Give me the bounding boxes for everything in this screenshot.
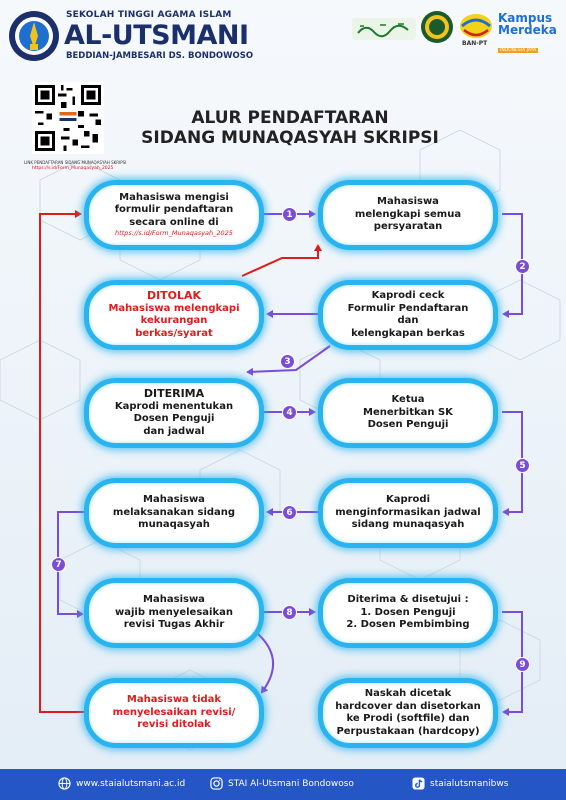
node-text: revisi ditolak [137,719,211,731]
node-text: Menerbitkan SK [363,406,453,418]
step-node-accepted [84,378,264,448]
step-badge-5: 5 [515,458,530,473]
footer-instagram[interactable] [210,777,354,790]
step-badge-4: 4 [282,405,297,420]
node-text: dan jadwal [143,425,205,437]
step-node-revision-failed [84,678,264,748]
node-text: Mahasiswa [143,594,205,606]
step-badge-1: 1 [282,207,297,222]
node-text: Kaprodi [385,494,431,506]
step-node-inform-schedule [318,478,498,548]
instagram-label: STAI Al-Utsmani Bondowoso [228,778,354,789]
node-text: menyelesaikan revisi/ [112,706,236,718]
tiktok-icon [412,777,425,790]
website-label: www.staialutsmani.ac.id [76,778,186,789]
node-text: munaqasyah [138,519,210,531]
step-node-issue-decree [318,378,498,448]
step-badge-6: 6 [282,505,297,520]
node-text: 1. Dosen Penguji [360,606,456,618]
step-node-print-submit [318,678,498,748]
kampus-label: Kampus [498,11,553,25]
step-node-rejected [84,280,264,350]
step-node-hold-session [84,478,264,548]
tiktok-label: staialutsmanibws [430,778,509,789]
step-badge-2: 2 [515,259,530,274]
form-link[interactable]: https://s.id/Form_Munaqasyah_2025 [115,229,233,238]
node-text: Diterima & disetujui : [347,594,469,606]
merdeka-label: Merdeka [498,23,557,37]
school-type: SEKOLAH TINGGI AGAMA ISLAM [66,10,232,20]
school-name: AL-UTSMANI [64,20,249,51]
node-text: menginformasikan jadwal [335,506,481,518]
node-text: Mahasiswa [143,494,205,506]
node-text: Mahasiswa [377,196,439,208]
step-badge-7: 7 [51,557,66,572]
node-text: secara online di [129,216,219,228]
node-text: kekurangan [140,315,208,326]
node-text: formulir pendaftaran [114,204,234,216]
node-text: hardcover dan disetorkan [335,700,481,712]
ban-pt-label: BAN-PT [462,40,488,47]
qr-caption: LINK PENDAFTARAN SIDANG MUNAQASYAH SKRIPSI [24,160,127,165]
indonesia-jaya-label: INDONESIA JAYA [500,48,537,53]
node-text: Naskah dicetak [364,688,452,699]
step-badge-9: 9 [515,657,530,672]
arrow-resubmit [242,246,318,276]
node-text: revisi Tugas Akhir [123,619,225,631]
title-line-2: SIDANG MUNAQASYAH SKRIPSI [141,128,439,148]
step-badge-3: 3 [280,354,295,369]
rejected-title: DITOLAK [146,289,202,302]
school-address: BEDDIAN-JAMBESARI DS. BONDOWOSO [66,51,254,61]
node-text: Mahasiswa tidak [126,694,222,706]
node-text: kelengkapan berkas [351,327,465,339]
node-text: Dosen Penguji [367,419,449,431]
qr-link[interactable]: https://s.id/Form_Munaqasyah_2025 [32,166,114,171]
node-text: ke Prodi (softfile) dan [346,713,470,724]
node-text: wajib menyelesaikan [115,606,233,618]
step-node-fill-form [84,180,264,250]
arrow-revision-fail [258,634,273,692]
title-line-1: ALUR PENDAFTARAN [191,108,389,128]
node-text: Perpustakaan (hardcopy) [336,725,480,737]
node-text: Kaprodi menentukan [114,400,234,412]
footer-website[interactable] [58,777,185,790]
node-text: melengkapi semua [354,208,462,220]
node-text: 2. Dosen Pembimbing [346,619,470,631]
arrow-restart [40,214,86,712]
footer-tiktok[interactable] [412,777,508,790]
step-badge-8: 8 [282,605,297,620]
node-text: Mahasiswa melengkapi [108,302,240,314]
node-text: dan [397,315,419,326]
step-node-complete-revision [84,578,264,648]
node-text: Ketua [391,394,425,406]
step-node-complete-requirements [318,180,498,250]
footer [0,769,566,800]
node-text: Formulir Pendaftaran [347,302,469,314]
node-text: Dosen Penguji [133,413,215,424]
node-text: Kaprodi ceck [371,290,445,301]
node-text: persyaratan [373,221,443,233]
globe-icon [58,777,71,790]
node-text: melaksanakan sidang [112,506,236,518]
node-text: Mahasiswa mengisi [119,191,229,203]
instagram-icon [210,777,223,790]
step-node-approved [318,578,498,648]
step-node-check-form [318,280,498,350]
node-text: berkas/syarat [135,327,213,339]
node-text: sidang munaqasyah [351,519,465,531]
accepted-title: DITERIMA [143,387,205,400]
